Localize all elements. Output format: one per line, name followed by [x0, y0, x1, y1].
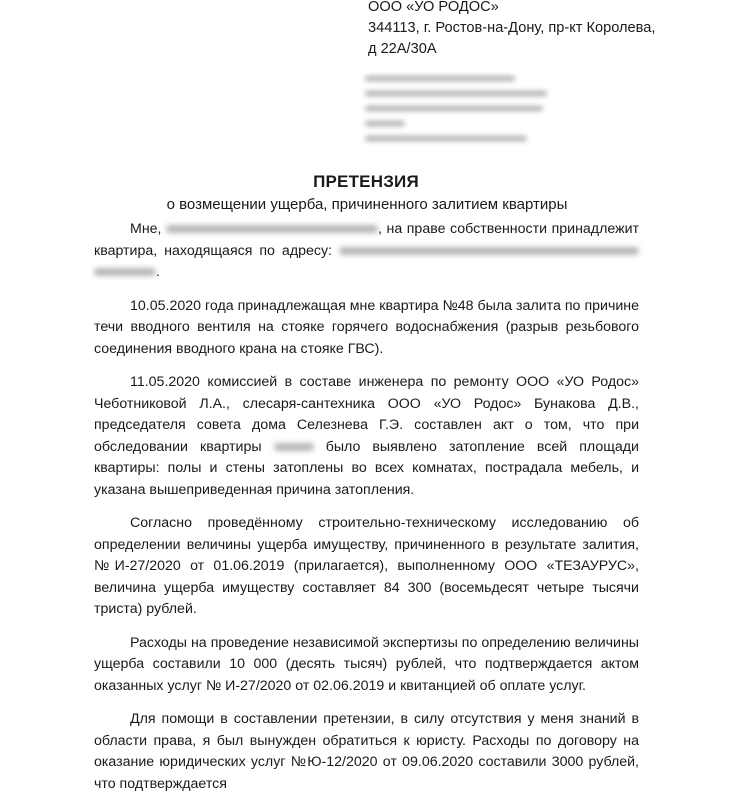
addressee-address-line-1: 344113, г. Ростов-на-Дону, пр-кт Королева, [368, 20, 656, 36]
paragraph-ownership [94, 219, 639, 284]
document-subtitle: о возмещении ущерба, причиненного залитием квартиры [166, 196, 568, 213]
addressee-address-line-2: д 22А/30А [368, 41, 437, 57]
apartment-number-redacted [274, 443, 314, 451]
property-address-redacted-cont [94, 268, 156, 276]
owner-name-redacted [166, 225, 378, 233]
addressee-org: ООО «УО РОДОС» [368, 0, 499, 15]
paragraph-legal-costs: Для помощи в составлении претензии, в силу отсутствия у меня знаний в области права, я был вынужден обратиться к юристу. Расходы по договору на оказание юридических услуг №Ю-12/2020 от 09.06.2020 составили 3000 рублей, что подтверждается [94, 711, 639, 792]
p1-end: . [156, 264, 160, 280]
p1-after-name: , на праве собственности принадлежит квартира, находящаяся по адресу: [94, 221, 639, 259]
paragraph-inspection [94, 372, 639, 501]
property-address-redacted [339, 247, 639, 255]
paragraph-expertise: Согласно проведённому строительно-техническому исследованию об определении величины ущерба имуществу, причиненного в результате залития, №И-27/2020 от 01.06.2019 (прилагается), выполненному ООО «ТЕЗАУРУС», величина ущерба имуществу составляет 84 300 (восемьдесят четыре тысячи триста) рублей. [94, 515, 639, 617]
sender-details-redacted [365, 76, 550, 151]
paragraph-expertise-costs: Расходы на проведение независимой экспертизы по определению величины ущерба составили 10 000 (десять тысяч) рублей, что подтверждается актом оказанных услуг № И-27/2020 от 02.06.2019 и квитанцией об оплате услуг. [94, 634, 639, 694]
document-body [94, 219, 639, 807]
paragraph-flooding: 10.05.2020 года принадлежащая мне квартира №48 была залита по причине течи вводного вентиля на стояке горячего водоснабжения (разрыв резьбового соединения вводного крана на стояке ГВС). [94, 297, 639, 357]
addressee-block [368, 0, 655, 60]
p3-after: было выявлено затопление всей площади квартиры: полы и стены затоплены во всех комнатах, пострадала мебель, и указана вышеприведенная причина затопления. [94, 438, 639, 498]
p3-before: 11.05.2020 комиссией в составе инженера по ремонту ООО «УО Родос» Чеботниковой Л.А., слесаря-сантехника ООО «УО Родос» Бунакова Д.В., председателя совета дома Селезнева Г.Э. составлен акт о том, что при обследовании квартиры [94, 374, 639, 455]
p1-before-name: Мне, [130, 221, 162, 237]
document-title: ПРЕТЕНЗИЯ [313, 172, 419, 191]
